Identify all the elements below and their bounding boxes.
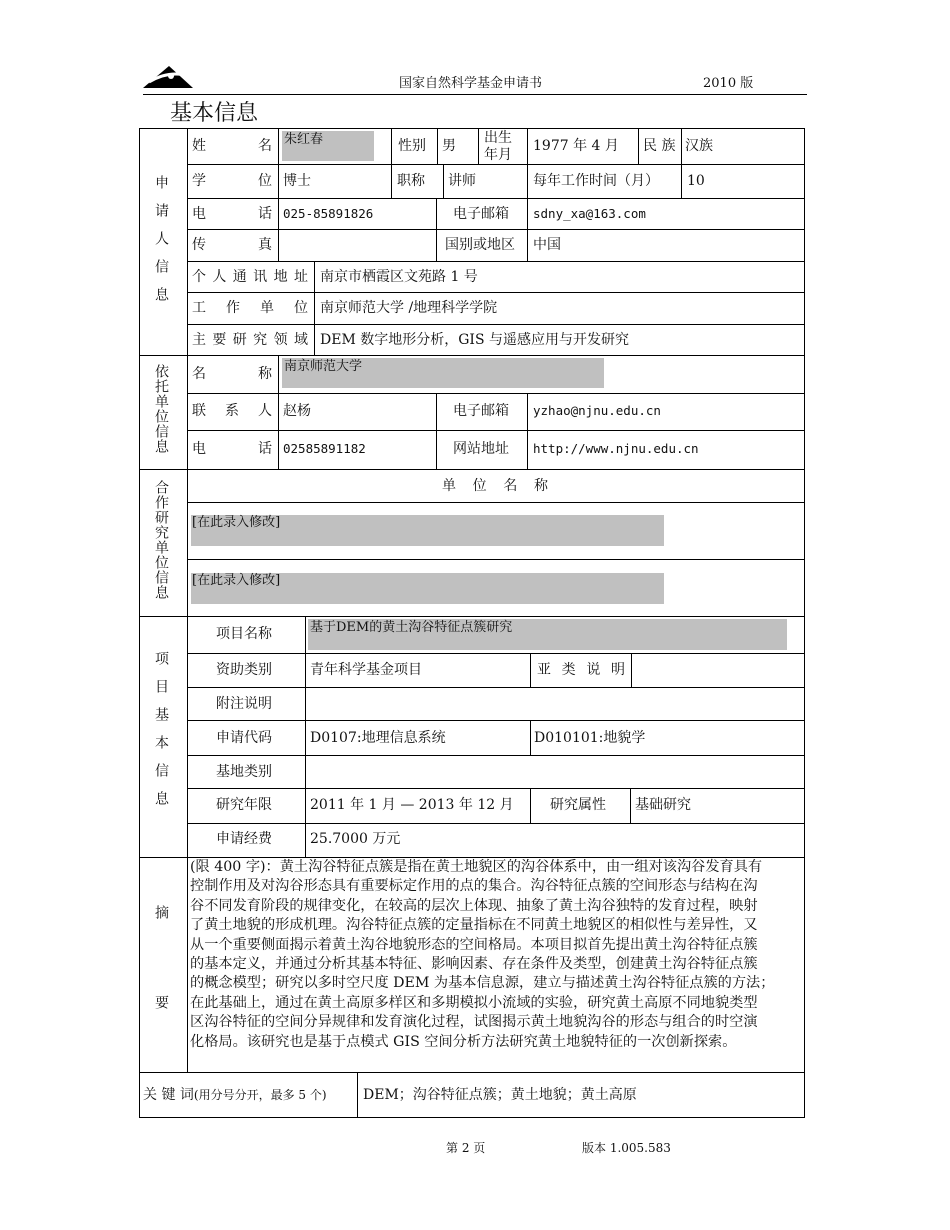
gender-label: 性别: [398, 138, 426, 154]
abstract-line: 的基本定义，并通过分析其基本特征、影响因素、存在条件及类型，创建黄土沟谷特征点簇: [190, 956, 758, 973]
birth-label-2: 年月: [484, 147, 512, 163]
website-value[interactable]: http://www.njnu.edu.cn: [533, 441, 699, 456]
field-label: 主 要 研 究 领 域: [192, 332, 308, 348]
country-label: 国别或地区: [445, 237, 515, 253]
side-label-abstract: 摘要: [153, 905, 169, 1085]
period-label: 研究年限: [216, 797, 272, 813]
phone-label: 电 话: [192, 206, 272, 222]
attr-value[interactable]: 基础研究: [635, 797, 691, 813]
coop-entry-2[interactable]: [在此录入修改]: [192, 573, 281, 588]
email-value[interactable]: sdny_xa@163.com: [533, 206, 646, 221]
period-value[interactable]: 2011 年 1 月 — 2013 年 12 月: [310, 797, 514, 813]
side-label-project: 项目基本信息: [153, 651, 169, 819]
keywords-label-main: 关 键 词: [143, 1087, 194, 1103]
worktime-label: 每年工作时间（月）: [533, 173, 659, 189]
name-value[interactable]: 朱红春: [284, 132, 324, 147]
email-label: 电子邮箱: [453, 206, 509, 222]
funding-label: 资助类别: [216, 662, 272, 678]
abstract-line: 控制作用及对沟谷形态具有重要标定作用的点的集合。沟谷特征点簇的空间形态与结构在沟: [190, 878, 758, 895]
address-label: 个 人 通 讯 地 址: [192, 269, 308, 285]
abstract-line: 区沟谷特征的空间分异规律和发育演化过程，试图揭示黄土地貌沟谷的形态与组合的时空演: [190, 1014, 758, 1031]
logo: [143, 64, 195, 90]
section-title: 基本信息: [170, 101, 259, 126]
keywords-label-note: (用分号分开，最多 5 个): [193, 1088, 327, 1102]
abstract-line: 化格局。该研究也是基于点模式 GIS 空间分析方法研究黄土地貌特征的一次创新探索。: [190, 1033, 737, 1050]
side-label-cooperation: 合作研究单位信息: [153, 480, 169, 600]
field-value[interactable]: DEM 数字地形分析，GIS 与遥感应用与开发研究: [320, 332, 629, 348]
version-year: 2010 版: [703, 76, 754, 91]
inst-email-label: 电子邮箱: [453, 403, 509, 419]
ethnic-label: 民 族: [643, 138, 676, 154]
side-label-applicant: 申请人信息: [153, 175, 169, 315]
degree-value[interactable]: 博士: [283, 173, 311, 189]
project-name-value[interactable]: 基于DEM的黄土沟谷特征点簇研究: [310, 620, 513, 635]
inst-name-label: 名 称: [192, 366, 272, 382]
version-number: 版本 1.005.583: [582, 1141, 671, 1155]
abstract-line: 从一个重要侧面揭示着黄土沟谷地貌形态的空间格局。本项目拟首先提出黄土沟谷特征点簇: [190, 936, 758, 953]
funding-value[interactable]: 青年科学基金项目: [310, 662, 422, 678]
birth-label-1: 出生: [484, 130, 512, 146]
subclass-label: 亚 类 说 明: [537, 662, 625, 678]
fax-label: 传 真: [192, 237, 272, 253]
code1-value[interactable]: D0107:地理信息系统: [310, 730, 446, 746]
country-value[interactable]: 中国: [533, 237, 561, 253]
coop-entry-1[interactable]: [在此录入修改]: [192, 515, 281, 530]
name-label: 姓 名: [192, 138, 272, 154]
ethnic-value[interactable]: 汉族: [685, 138, 713, 154]
website-label: 网站地址: [453, 441, 509, 457]
inst-phone-value[interactable]: 02585891182: [283, 441, 366, 456]
gender-value[interactable]: 男: [442, 138, 456, 154]
note-label: 附注说明: [216, 696, 272, 712]
base-label: 基地类别: [216, 764, 272, 780]
birth-value[interactable]: 1977 年 4 月: [533, 138, 619, 154]
code2-value[interactable]: D010101:地貌学: [534, 730, 646, 746]
inst-phone-label: 电 话: [192, 441, 272, 457]
abstract-text[interactable]: [190, 858, 802, 1052]
doc-title: 国家自然科学基金申请书: [399, 76, 543, 91]
abstract-line: 了黄土地貌的形成机理。沟谷特征点簇的定量指标在不同黄土地貌区的相似性与差异性，又: [190, 917, 758, 934]
abstract-line: (限 400 字)：黄土沟谷特征点簇是指在黄土地貌区的沟谷体系中，由一组对该沟谷发育具有: [190, 859, 763, 875]
attr-label: 研究属性: [550, 797, 606, 813]
abstract-line: 在此基础上，通过在黄土高原多样区和多期模拟小流域的实验，研究黄土高原不同地貌类型: [190, 994, 758, 1011]
title-label: 职称: [397, 173, 425, 189]
project-name-label: 项目名称: [216, 626, 272, 642]
worktime-value[interactable]: 10: [687, 173, 705, 189]
page-number: 第 2 页: [446, 1141, 486, 1155]
degree-label: 学 位: [192, 173, 272, 189]
coop-header: 单 位 名 称: [442, 478, 548, 494]
address-value[interactable]: 南京市栖霞区文苑路 1 号: [320, 269, 478, 285]
abstract-line: 谷不同发育阶段的规律变化，在较高的层次上体现、抽象了黄土沟谷独特的发育过程，映射: [190, 897, 758, 914]
keywords-label: [143, 1088, 327, 1102]
keywords-value[interactable]: DEM；沟谷特征点簇；黄土地貌；黄土高原: [363, 1087, 637, 1103]
inst-email-value[interactable]: yzhao@njnu.edu.cn: [533, 403, 661, 418]
unit-value[interactable]: 南京师范大学 /地理科学学院: [320, 300, 498, 316]
contact-label: 联 系 人: [192, 403, 272, 419]
code-label: 申请代码: [216, 730, 272, 746]
side-label-institution: 依托单位信息: [153, 364, 169, 454]
header-rule: [143, 94, 807, 95]
inst-name-value[interactable]: 南京师范大学: [284, 359, 363, 374]
contact-value[interactable]: 赵杨: [283, 403, 311, 419]
abstract-line: 的概念模型；研究以多时空尺度 DEM 为基本信息源，建立与描述黄土沟谷特征点簇的方法；: [190, 975, 775, 992]
phone-value[interactable]: 025-85891826: [283, 206, 374, 221]
title-value[interactable]: 讲师: [448, 173, 476, 189]
budget-label: 申请经费: [216, 831, 272, 847]
budget-value[interactable]: 25.7000 万元: [310, 831, 401, 847]
unit-label: 工 作 单 位: [192, 300, 308, 316]
